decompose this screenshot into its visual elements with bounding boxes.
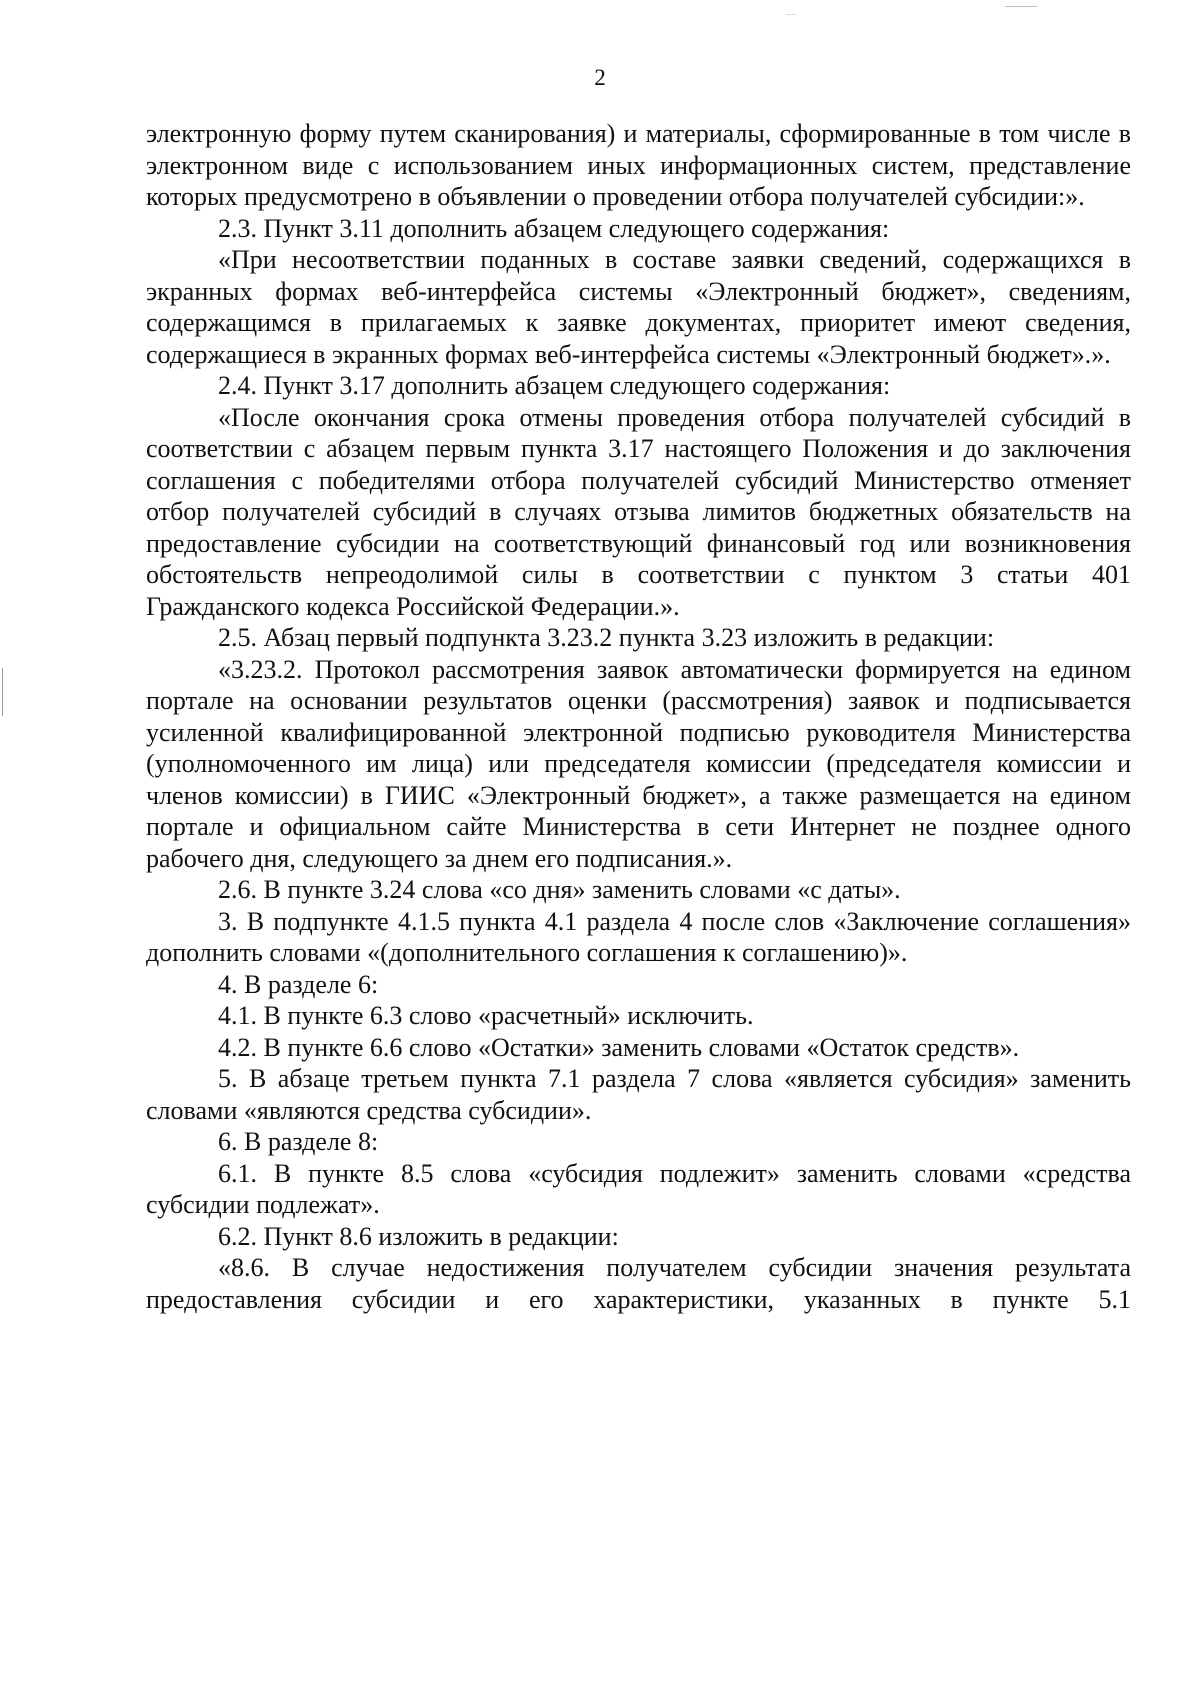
paragraph: «3.23.2. Протокол рассмотрения заявок автоматически формируется на едином портале на основании результатов оценки (рассмотрения) заявок и подписывается усиленной квалифицированной электронной подписью руководителя Министерства (уполномоченного им лица) или председателя комиссии (председателя комиссии и членов комиссии) в ГИИС «Электронный бюджет», а также размещается на едином портале и официальном сайте Министерства в сети Интернет не позднее одного рабочего дня, следующего за днем его подписания.».: [146, 654, 1131, 873]
paragraph: 6.2. Пункт 8.6 изложить в редакции:: [218, 1221, 619, 1251]
paragraph: 2.4. Пункт 3.17 дополнить абзацем следующего содержания:: [218, 371, 891, 400]
scan-edge-line: [1005, 6, 1037, 7]
paragraph: 6. В разделе 8:: [218, 1127, 379, 1156]
paragraph: «8.6. В случае недостижения получателем субсидии значения результата предоставления субсидии и его характеристики, указанных в пункте 5.1: [146, 1253, 1131, 1314]
paragraph: 2.3. Пункт 3.11 дополнить абзацем следующего содержания:: [218, 213, 890, 243]
paragraph: 5. В абзаце третьем пункта 7.1 раздела 7 слова «является субсидия» заменить словами «являются средства субсидии».: [146, 1064, 1131, 1125]
paragraph: 2.5. Абзац первый подпункта 3.23.2 пункта 3.23 изложить в редакции:: [218, 623, 995, 652]
paragraph: «При несоответствии поданных в составе заявки сведений, содержащихся в экранных формах веб-интерфейса системы «Электронный бюджет», сведениям, содержащимся в прилагаемых к заявке документах, приоритет имеют сведения, содержащиеся в экранных формах веб-интерфейса системы «Электронный бюджет».».: [146, 245, 1131, 369]
document-body: [146, 118, 1131, 1315]
paragraph: 2.6. В пункте 3.24 слова «со дня» заменить словами «с даты».: [218, 875, 901, 904]
scan-margin-mark: [2, 668, 3, 716]
paragraph: 4.1. В пункте 6.3 слово «расчетный» исключить.: [218, 1001, 754, 1030]
paragraph: электронную форму путем сканирования) и материалы, сформированные в том числе в электронном виде с использованием иных информационных систем, представление которых предусмотрено в объявлении о проведении отбора получателей субсидии:».: [146, 119, 1131, 211]
paragraph: 4. В разделе 6:: [218, 969, 379, 999]
page-number: 2: [594, 65, 606, 90]
paragraph: «После окончания срока отмены проведения отбора получателей субсидий в соответствии с абзацем первым пункта 3.17 настоящего Положения и до заключения соглашения с победителями отбора получателей субсидий Министерство отменяет отбор получателей субсидий в случаях отзыва лимитов бюджетных обязательств на предоставление субсидии на соответствующий финансовый год или возникновения обстоятельств непреодолимой силы в соответствии с пунктом 3 статьи 401 Гражданского кодекса Российской Федерации.».: [146, 402, 1131, 621]
paragraph: 3. В подпункте 4.1.5 пункта 4.1 раздела 4 после слов «Заключение соглашения» дополнить словами «(дополнительного соглашения к соглашению)».: [146, 906, 1131, 967]
paragraph: 6.1. В пункте 8.5 слова «субсидия подлежит» заменить словами «средства субсидии подлежат».: [146, 1158, 1131, 1219]
paragraph: 4.2. В пункте 6.6 слово «Остатки» заменить словами «Остаток средств».: [218, 1032, 1020, 1062]
scan-edge-mark: [786, 14, 796, 15]
